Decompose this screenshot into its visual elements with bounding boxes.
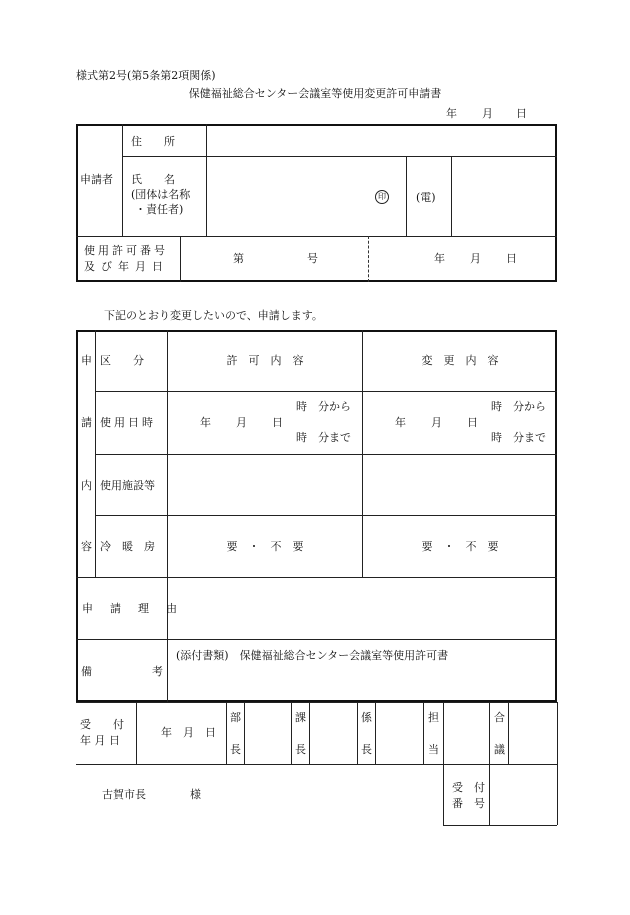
changed-year: 年 [395, 416, 406, 429]
form-number: 様式第2号(第5条第2項関係) [76, 69, 216, 82]
changed-facility-field[interactable] [363, 456, 555, 514]
reception-date-value: 年 月 日 [161, 726, 216, 739]
changed-time-from: 時 分から [491, 400, 546, 413]
name-label: 氏 名 [131, 173, 175, 186]
addressee: 古賀市長 様 [102, 788, 201, 801]
phone-label: (電) [416, 191, 436, 204]
stamp-bucho-box[interactable] [245, 703, 290, 763]
remarks-label-1: 備 [81, 665, 92, 678]
permit-date-year: 年 [434, 252, 445, 265]
changed-day: 日 [467, 416, 478, 429]
permit-label-1: 使用許可番号 [84, 244, 168, 257]
name-note-1: (団体は名称 [131, 188, 191, 201]
stamp-tanto-bottom: 当 [428, 743, 439, 756]
stamp-kakaricho-box[interactable] [376, 703, 422, 763]
changed-time-to: 時 分まで [491, 431, 546, 444]
stamp-tanto-top: 担 [428, 711, 439, 724]
permitted-time-from: 時 分から [296, 400, 351, 413]
facility-label: 使用施設等 [100, 479, 155, 492]
permitted-day: 日 [272, 416, 283, 429]
side-char-3: 内 [81, 479, 92, 492]
phone-field[interactable] [452, 158, 555, 234]
attachment-note: (添付書類) 保健福祉総合センター会議室等使用許可書 [176, 649, 449, 662]
aircon-label: 冷 暖 房 [100, 540, 155, 553]
changed-aircon-options[interactable]: 要 ・ 不 要 [421, 540, 499, 553]
stamp-kacho-top: 課 [295, 711, 306, 724]
side-char-2: 請 [81, 416, 92, 429]
address-label: 住 所 [131, 135, 175, 148]
permit-number-suffix: 号 [307, 252, 318, 265]
side-char-4: 容 [81, 540, 92, 553]
stamp-kakaricho-top: 係 [361, 711, 372, 724]
reason-field[interactable] [168, 579, 555, 637]
document-title: 保健福祉総合センター会議室等使用変更許可申請書 [188, 87, 442, 100]
stamp-gogi-top: 合 [494, 711, 505, 724]
seal-icon: 印 [375, 190, 389, 204]
stamp-tanto-box[interactable] [444, 703, 488, 763]
reception-number-label-2: 番 号 [452, 797, 485, 810]
header-date-day: 日 [516, 107, 527, 120]
permit-number-field[interactable] [244, 240, 304, 278]
stamp-gogi-box[interactable] [509, 703, 556, 763]
reception-number-label-1: 受 付 [452, 781, 485, 794]
permitted-facility-field[interactable] [168, 456, 361, 514]
details-table-border [76, 330, 557, 702]
column-changed: 変 更 内 容 [421, 354, 499, 367]
header-date-month: 月 [482, 107, 493, 120]
stamp-bucho-bottom: 長 [230, 743, 241, 756]
name-note-2: ・責任者) [135, 203, 184, 216]
permitted-month: 月 [236, 416, 247, 429]
seal-mark [375, 190, 389, 204]
remarks-label-2: 考 [152, 665, 163, 678]
permitted-time-to: 時 分まで [296, 431, 351, 444]
reception-number-field[interactable] [490, 765, 556, 824]
applicant-label: 申請者 [80, 173, 113, 186]
side-char-1: 申 [81, 354, 92, 367]
stamp-bucho-top: 部 [230, 711, 241, 724]
category-label: 区 分 [100, 354, 144, 367]
reception-date-label-2: 年 月 日 [80, 734, 120, 747]
datetime-label: 使用日時 [100, 416, 156, 429]
header-date-year: 年 [446, 107, 457, 120]
stamp-kakaricho-bottom: 長 [361, 743, 372, 756]
reason-label: 申 請 理 由 [82, 602, 180, 615]
permit-date-month: 月 [470, 252, 481, 265]
permit-number-prefix: 第 [233, 252, 244, 265]
stamp-kacho-bottom: 長 [295, 743, 306, 756]
permitted-aircon-options[interactable]: 要 ・ 不 要 [226, 540, 304, 553]
permit-label-2: 及び年月日 [84, 260, 169, 273]
column-permitted: 許 可 内 容 [226, 354, 304, 367]
reception-date-label-1: 受 付 [80, 718, 124, 731]
intro-text: 下記のとおり変更したいので、申請します。 [104, 309, 323, 322]
stamp-gogi-bottom: 議 [494, 743, 505, 756]
permit-date-day: 日 [506, 252, 517, 265]
changed-month: 月 [431, 416, 442, 429]
name-field[interactable] [207, 158, 377, 234]
permitted-year: 年 [200, 416, 211, 429]
address-field[interactable] [207, 126, 555, 155]
stamp-kacho-box[interactable] [310, 703, 356, 763]
